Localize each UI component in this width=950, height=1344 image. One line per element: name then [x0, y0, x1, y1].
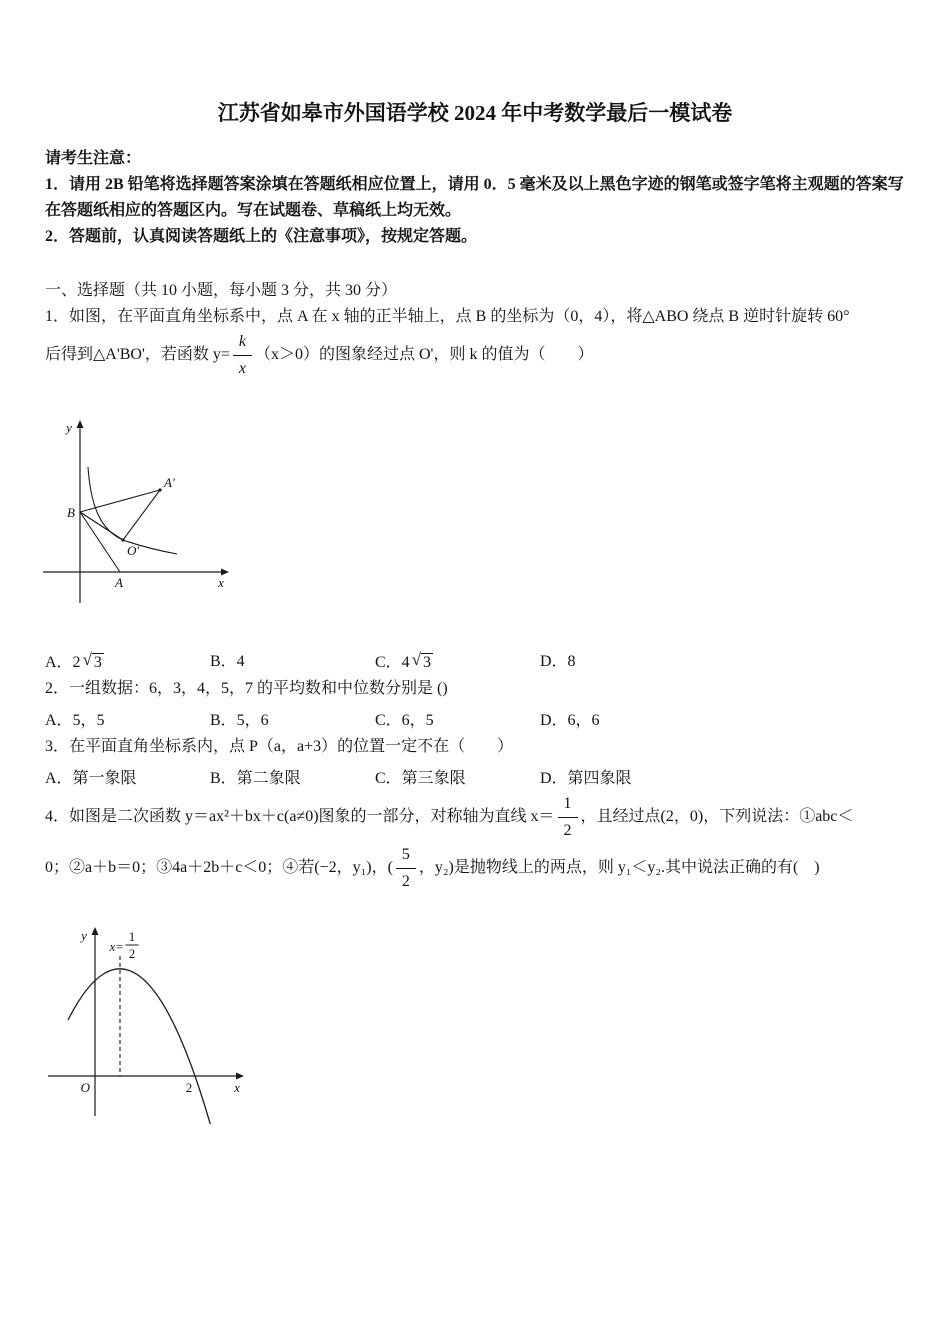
fraction-numerator: k	[233, 330, 252, 356]
point-o-prime-dot	[121, 538, 124, 541]
fraction-five-halves	[396, 843, 416, 894]
point-o-prime-label: O′	[127, 543, 140, 558]
q2-option-c: C．6，5	[375, 712, 434, 729]
radicand: 3	[423, 654, 432, 671]
fraction-numerator: 1	[558, 792, 578, 818]
segment-b-a	[80, 512, 120, 572]
q1-option-c-text: C．4	[375, 654, 410, 671]
radical-3	[82, 650, 104, 671]
segment-b-oprime	[80, 512, 123, 540]
section-1-heading: 一、选择题（共 10 小题，每小题 3 分，共 30 分）	[45, 282, 398, 299]
notice-item-2: 2．答题前，认真阅读答题纸上的《注意事项》，按规定答题。	[45, 228, 478, 245]
q3-options	[45, 766, 905, 792]
x-axis-arrow	[236, 1073, 244, 1080]
q2-option-b: B．5，6	[210, 712, 269, 729]
q4-stem-line2-post: ，y₂)是抛物线上的两点，则 y₁＜y₂.其中说法正确的有( )	[418, 859, 820, 877]
y-axis-label: y	[66, 420, 72, 435]
y-axis-arrow	[77, 420, 84, 428]
candidate-notice	[45, 146, 905, 250]
q4-stem-line2	[45, 843, 905, 894]
fraction-numerator: 5	[396, 843, 416, 869]
fraction-denominator: 2	[563, 822, 572, 839]
parabola-curve	[68, 969, 212, 1124]
segment-aprime-oprime	[123, 490, 160, 540]
fraction-k-over-x	[233, 330, 252, 381]
q3-option-a: A．第一象限	[45, 770, 137, 787]
point-a-prime-dot	[158, 488, 161, 491]
point-a-label: A	[115, 575, 123, 590]
y-axis-arrow	[92, 927, 99, 935]
notice-heading: 请考生注意：	[45, 150, 142, 167]
y-axis-label: y	[81, 928, 87, 943]
segment-b-aprime	[80, 490, 160, 512]
q1-option-c	[375, 649, 540, 676]
q1-stem-line1: 1．如图，在平面直角坐标系中，点 A 在 x 轴的正半轴上，点 B 的坐标为（0，4），将△ABO 绕点 B 逆时针旋转 60°	[45, 308, 850, 325]
fraction-denominator: x	[238, 360, 246, 377]
point-a-prime-label: A′	[164, 475, 175, 490]
radical-sign: √	[82, 650, 92, 669]
q2-stem: 2．一组数据：6，3，4，5，7 的平均数和中位数分别是 ()	[45, 680, 448, 697]
q4-stem-line1-pre: 4．如图是二次函数 y＝ax²＋bx＋c(a≠0)图象的一部分，对称轴为直线 x＝	[45, 808, 555, 826]
q1-option-a-text: A．2	[45, 654, 81, 671]
radicand: 3	[93, 654, 102, 671]
point-b-label: B	[67, 505, 75, 520]
paper-title: 江苏省如皋市外国语学校 2024 年中考数学最后一模试卷	[217, 101, 733, 125]
q1-option-b: B．4	[210, 653, 245, 670]
q4-stem-line1-post: ，且经过点(2，0)，下列说法：①abc＜	[580, 808, 854, 826]
q1-stem-line2-pre: 后得到△A'BO'，若函数 y=	[45, 346, 230, 364]
q1-option-a	[45, 649, 210, 676]
q4-stem-line2-pre: 0；②a＋b＝0；③4a＋2b＋c＜0；④若(−2，y₁)，(	[45, 859, 393, 877]
q3-option-c: C．第三象限	[375, 770, 466, 787]
q1-figure-coordinate-system	[35, 417, 235, 607]
q3-option-d: D．第四象限	[540, 770, 632, 787]
q1-option-d: D．8	[540, 653, 576, 670]
notice-item-1: 1．请用 2B 铅笔将选择题答案涂填在答题纸相应位置上，请用 0．5 毫米及以上黑色字迹的钢笔或签字笔将主观题的答案写在答题纸相应的答题区内。写在试题卷、草稿纸上均无效。	[45, 176, 904, 219]
q1-stem-line2	[45, 330, 905, 381]
q3-stem: 3．在平面直角坐标系内，点 P（a，a+3）的位置一定不在（ ）	[45, 738, 514, 755]
q2-option-d: D．6，6	[540, 712, 600, 729]
q3-option-b: B．第二象限	[210, 770, 301, 787]
q2-option-a: A．5，5	[45, 712, 105, 729]
symmetry-axis-equation-prefix: x=	[109, 939, 124, 954]
radical-3	[411, 650, 433, 671]
radical-sign: √	[411, 650, 422, 669]
q2-options	[45, 708, 905, 734]
x-axis-label: x	[218, 575, 224, 590]
q4-stem-line1	[45, 792, 905, 843]
origin-label: O	[80, 1080, 90, 1095]
q1-options	[45, 649, 905, 676]
x-axis-label: x	[234, 1080, 240, 1095]
fraction-one-half	[558, 792, 578, 843]
q4-figure-parabola	[40, 924, 250, 1124]
q1-stem-line2-post: （x＞0）的图象经过点 O'，则 k 的值为（ ）	[255, 346, 594, 364]
fraction-denominator: 2	[401, 873, 410, 890]
symmetry-axis-fraction-numerator: 1	[128, 929, 136, 944]
symmetry-axis-fraction-denominator: 2	[128, 946, 136, 961]
x-intercept-label: 2	[185, 1080, 193, 1095]
